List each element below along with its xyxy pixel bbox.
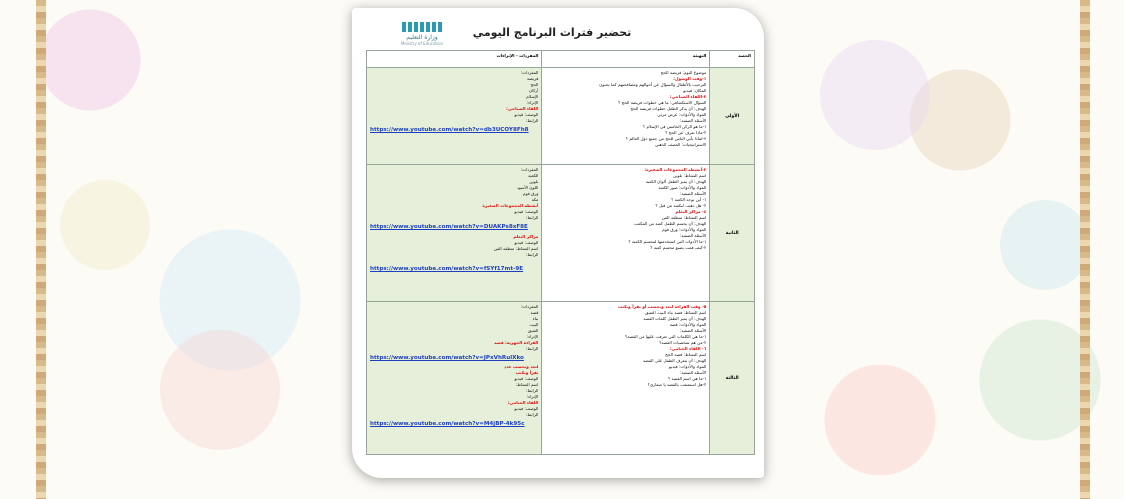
table-row (367, 68, 755, 165)
text-line: اسم النشاط: قصة بناء البيت العتيق (645, 310, 707, 315)
text-line: الهدف: أن يتعرف الطفل على القصة (643, 358, 707, 363)
text-line: اسم النشاط: تلوين (673, 173, 707, 178)
text-line: الإثراء: (526, 394, 539, 399)
table-header-row (367, 51, 755, 68)
text-line: المواد والأدوات: فيديو (668, 364, 707, 369)
text-line: اسم النشاط: منطقة الفن (493, 246, 539, 251)
text-line: العتيق (527, 328, 539, 333)
text-line: تلوين (529, 179, 539, 184)
text-line: اللقاء الصباحي: (506, 106, 539, 111)
text-line: ٢-هل استمتعت بالقصة يا صغاري؟ (647, 382, 707, 387)
text-line: ٣-لماذا يأتي الناس للحج من جميع دول العالم ؟ (625, 136, 707, 141)
text-line: الإسلام (526, 94, 539, 99)
text-line: السؤال الاستكشافي: ما هي خطوات فريضة الحج ؟ (618, 100, 707, 105)
period-cell: الثانية (710, 165, 755, 302)
text-line: ٢-ماذا نعرف عن الحج ؟ (665, 130, 707, 135)
table-row (367, 302, 755, 455)
text-line: بناء (532, 316, 539, 321)
text-line: الأسئلة الصفية: (679, 118, 707, 123)
prep-cell (542, 302, 710, 455)
plan-table (366, 50, 755, 455)
text-line: ١-ما هي اسم القصة ؟ (667, 376, 707, 381)
text-line: الترحيب بالأطفال والسؤال عن أحوالهم ومصافحتهم كما يحبون (599, 82, 707, 87)
text-line: الوصف: فيديو (514, 112, 539, 117)
text-line: ١-ما هو الركن الخامس في الإسلام ؟ (642, 124, 707, 129)
text-line: موضوع اليوم: فريضة الحج (660, 70, 707, 75)
text-line: اللون الأسود (516, 185, 539, 190)
decor-blob (1000, 200, 1090, 290)
text-line: ١- أين توجد الكعبة ؟ (671, 197, 707, 202)
glitter-border-left (36, 0, 46, 499)
text-line: الاستراتيجيات: العصف الذهني (654, 142, 707, 147)
text-line: ٦- اللقاء الختامي: (669, 346, 707, 351)
text-line: مراكز التعلم (513, 234, 539, 239)
text-line: اسم النشاط: قصة الحج (665, 352, 707, 357)
text-line: الأسئلة الصفية: (679, 233, 707, 238)
text-line: ١-وقت الوصول: (673, 76, 707, 81)
text-line: ٥- وقت القراءة لنعد ونحسب أو نقرأ ونكتب (618, 304, 707, 309)
glitter-border-right (1080, 0, 1090, 499)
text-line: المكان: فيديو (683, 88, 707, 93)
header-period: الحصة (710, 51, 755, 68)
text-line: اسم النشاط: (515, 382, 539, 387)
text-line: الهدف: أن يميز الطفل ألوان الكعبة (645, 179, 707, 184)
text-line: الإثراء: (526, 100, 539, 105)
text-line: قصة (530, 310, 539, 315)
period-cell: الثالثة (710, 302, 755, 455)
prep-cell (542, 165, 710, 302)
prep-cell (542, 68, 710, 165)
text-line: ٣-أنشطة المجموعات الصغيرة: (644, 167, 707, 172)
text-line: المفردات: (520, 70, 539, 75)
text-line: الوصف: فيديو (514, 209, 539, 214)
text-line: لنعد ونحسب عدد (504, 364, 539, 369)
text-line: اسم النشاط: منطقة الفن (661, 215, 707, 220)
text-line: المواد والأدوات: عرض مرئي (657, 112, 707, 117)
text-line: فريضة (527, 76, 539, 81)
document-title: تحضير فترات البرنامج اليومي (472, 26, 632, 39)
text-line: المفردات: (520, 304, 539, 309)
decor-blob (820, 40, 930, 150)
text-line: الرابط: (525, 346, 539, 351)
header-vocab: المفردات - الإثراءات (367, 51, 542, 68)
text-line: الهدف: أن يذكر الطفل خطوات فريضة الحج (630, 106, 707, 111)
youtube-link[interactable]: https://www.youtube.com/watch?v=db3UCOY8Fh8 (370, 127, 529, 133)
text-line: الرابط: (525, 118, 539, 123)
text-line: أنشطة المجموعات الصغيرة (482, 203, 539, 208)
text-line: أركان (528, 88, 539, 93)
vocab-cell (367, 302, 542, 455)
text-line: ٤- مراكز التعلم (675, 209, 707, 214)
text-line: ١-ما الأدوات التي استخدمتها لمجسم الكعبة ؟ (628, 239, 707, 244)
text-line: المواد والأدوات: قصة (669, 322, 707, 327)
decor-blob (160, 330, 280, 450)
text-line: الأسئلة الصفية: (679, 370, 707, 375)
logo-text: وزارة التعليم (406, 34, 438, 41)
text-line: الرابط: (525, 388, 539, 393)
text-line: ١-ما هي الكلمات التي تعرفت عليها من القصة؟ (625, 334, 707, 339)
text-line: ٢-من هم شخصيات القصة؟ (659, 340, 707, 345)
text-line: البيت (529, 322, 539, 327)
text-line: الإثراء: (526, 334, 539, 339)
decor-blob (60, 180, 150, 270)
text-line: الحج (530, 82, 539, 87)
text-line: الهدف: أن يجسم الطفل كعبة من المكعب (634, 221, 707, 226)
header-prep: التهيئة (542, 51, 710, 68)
text-line: الأسئلة الصفية: (679, 191, 707, 196)
text-line: الرابط: (525, 412, 539, 417)
vocab-cell (367, 68, 542, 165)
text-line: الوصف: فيديو (514, 240, 539, 245)
logo-subtext: Ministry of Education (400, 41, 444, 46)
text-line: المفردات: (520, 167, 539, 172)
text-line: ٢- هل ذهبت لتكعبة من قبل ؟ (655, 203, 707, 208)
text-line: اللقاء الختامي: (507, 400, 539, 405)
text-line: الهدف: أن يميز الطفل كلمات القصة (643, 316, 707, 321)
youtube-link[interactable]: https://www.youtube.com/watch?v=M4jBP-4k95c (370, 421, 525, 427)
text-line: الرابط: (525, 215, 539, 220)
text-line: المواد والأدوات: صور الكعبة (658, 185, 707, 190)
youtube-link[interactable]: https://www.youtube.com/watch?v=fSYf17mt-9E (370, 266, 524, 272)
text-line: ورق فوم (523, 191, 539, 196)
table-row (367, 165, 755, 302)
text-line: ٢-كيف قمت بصنع مجسم كعبة ؟ (650, 245, 707, 250)
text-line: الرابط: (525, 252, 539, 257)
vocab-cell (367, 165, 542, 302)
youtube-link[interactable]: https://www.youtube.com/watch?v=JPxVhRulXko (370, 355, 524, 361)
period-cell: الأولى (710, 68, 755, 165)
text-line: القراءة الجهرية: قصة (494, 340, 539, 345)
youtube-link[interactable]: https://www.youtube.com/watch?v=DUAKPs8xF8E (370, 224, 528, 230)
text-line: الكعبة (528, 173, 539, 178)
text-line: الوصف: فيديو (514, 376, 539, 381)
text-line: نقرأ ونكتب (515, 370, 539, 375)
ministry-logo (392, 22, 452, 50)
lesson-plan-document (352, 8, 764, 478)
text-line: مكة (531, 197, 539, 202)
text-line: الوصف: فيديو (514, 406, 539, 411)
text-line: الأسئلة الصفية: (679, 328, 707, 333)
logo-bars-icon (392, 22, 452, 32)
text-line: ٢-اللقاء الصباحي: (669, 94, 707, 99)
text-line: المواد والأدوات: ورق فوم (662, 227, 707, 232)
